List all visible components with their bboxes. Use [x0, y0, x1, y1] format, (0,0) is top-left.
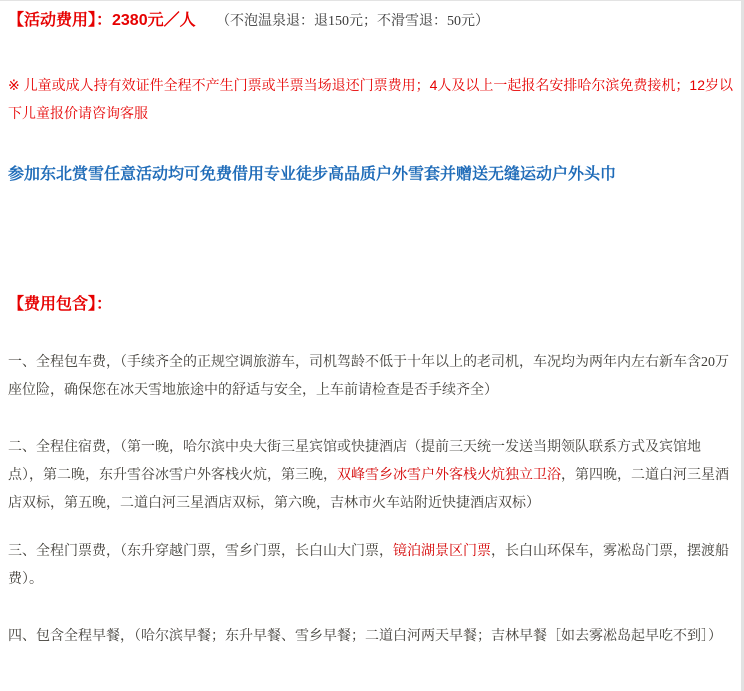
fee-item-lodging-text: 二、全程住宿费，（第一晚，哈尔滨中央大街三星宾馆或快捷酒店（提前三天统一发送当期领队联系方式及宾馆地点），第二晚，东升雪谷冰雪户外客栈火炕，第三晚，	[8, 440, 701, 483]
fee-item-tickets-text: 三、全程门票费，（东升穿越门票，雪乡门票，长白山大门票，	[8, 544, 393, 559]
free-gear-gift-notice: 参加东北赏雪任意活动均可免费借用专业徒步高品质户外雪套并赠送无缝运动户外头巾	[8, 166, 617, 183]
top-border	[0, 0, 744, 1]
fee-item-breakfast: 四、包含全程早餐，（哈尔滨早餐；东升早餐、雪乡早餐；二道白河两天早餐；吉林早餐［如去雾凇岛起早吃不到］）	[8, 629, 722, 644]
fee-include-heading: 【费用包含】：	[8, 296, 113, 313]
fee-item-lodging-highlight: 双峰雪乡冰雪户外客栈火炕独立卫浴	[337, 468, 561, 483]
fee-item-charter-bus: 一、全程包车费，（手续齐全的正规空调旅游车，司机驾龄不低于十年以上的老司机，车况均为两年内左右新车含20万座位险，确保您在冰天雪地旅途中的舒适与安全，上车前请检查是否手续齐全）	[8, 355, 729, 398]
activity-price-label: 【活动费用】：2380元／人	[8, 12, 196, 29]
activity-price-refund-note: （不泡温泉退：退150元；不滑雪退：50元）	[216, 14, 490, 29]
fee-item-tickets-highlight: 镜泊湖景区门票	[393, 544, 491, 559]
child-ticket-notice: ※ 儿童或成人持有效证件全程不产生门票或半票当场退还门票费用；4人及以上一起报名安排哈尔滨免费接机；12岁以下儿童报价请咨询客服	[8, 77, 733, 121]
fee-item-lodging	[8, 434, 734, 518]
fee-item-tickets-text-cont: ，长白山环保车，雾凇岛门票，摆渡船费）。	[8, 544, 729, 587]
fee-item-lodging-text-cont: ，第四晚，二道白河三星酒店双标，第五晚，二道白河三星酒店双标，第六晚，吉林市火车站附近快捷酒店双标）	[8, 468, 729, 511]
activity-price-line	[8, 10, 734, 33]
fee-item-tickets	[8, 538, 734, 594]
